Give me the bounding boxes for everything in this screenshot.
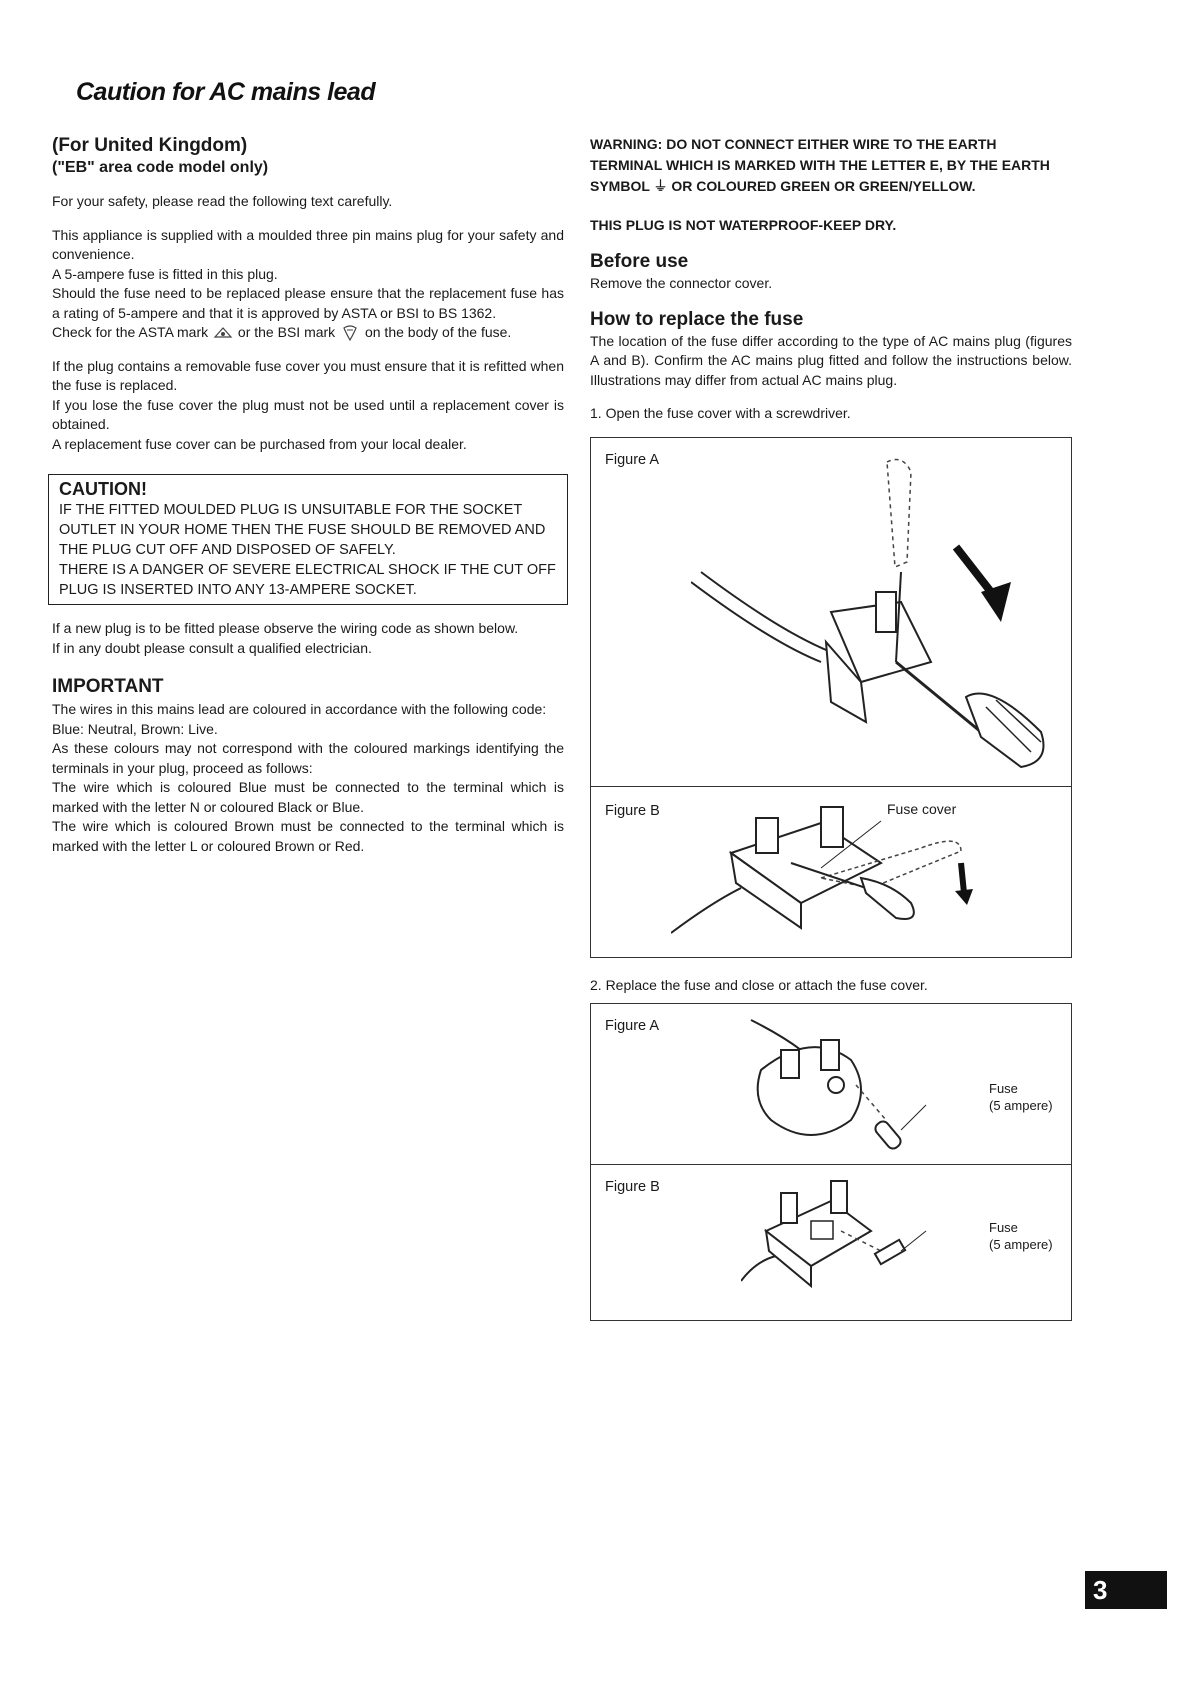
step1-figure-a (590, 437, 1072, 786)
step1-figure-b (590, 786, 1072, 958)
fuse-b-illustration (741, 1171, 981, 1316)
asta-mark-icon (212, 324, 238, 340)
page-title: Caution for AC mains lead (76, 78, 376, 106)
fuse-label-a: Fuse (989, 1081, 1018, 1096)
step2-figures (590, 1003, 1072, 1321)
page-number: 3 (1085, 1571, 1167, 1609)
earth-symbol-icon: ⏚ (653, 178, 668, 194)
fuse-rating-b: (5 ampere) (989, 1237, 1053, 1252)
fuse-rating-a: (5 ampere) (989, 1098, 1053, 1113)
earth-warning (590, 134, 1072, 197)
replace-fuse-text: The location of the fuse differ according to the type of AC mains plug (figures A and B). Confirm the AC mains plug fitted and follow the instructions below. Illustrations may differ from actual AC mains plug. (590, 332, 1072, 388)
consult-electrician-text: If in any doubt please consult a qualified electrician. (52, 639, 372, 656)
fuse-label-b: Fuse (989, 1220, 1018, 1235)
figure-a-label-2: Figure A (605, 1018, 659, 1034)
plug-open-illustration (691, 442, 1051, 782)
intro-text: For your safety, please read the following text carefully. (52, 193, 393, 209)
warning-text-a: WARNING: DO NOT CONNECT EITHER WIRE TO THE EARTH TERMINAL WHICH IS MARKED WITH THE LETTER E, BY THE EARTH SYMBOL (590, 136, 1050, 194)
caution-text-1: IF THE FITTED MOULDED PLUG IS UNSUITABLE FOR THE SOCKET OUTLET IN YOUR HOME THEN THE FUSE SHOULD BE REMOVED AND THE PLUG CUT OFF AND DISPOSED OF SAFELY. (59, 502, 546, 558)
replacement-cover-text: A replacement fuse cover can be purchased from your local dealer. (52, 435, 467, 452)
plug-b-illustration (671, 793, 1031, 953)
important-title: IMPORTANT (52, 676, 164, 697)
fuse-cover-text: If the plug contains a removable fuse cover you must ensure that it is refitted when the fuse is replaced. (52, 357, 564, 393)
uk-heading: (For United Kingdom) (52, 135, 248, 156)
new-plug-text: If a new plug is to be fitted please observe the wiring code as shown below. (52, 620, 519, 636)
wire-colour-text: The wires in this mains lead are coloured in accordance with the following code: (52, 701, 547, 717)
lost-cover-text: If you lose the fuse cover the plug must not be used until a replacement cover is obtained. (52, 396, 564, 432)
not-waterproof-text: THIS PLUG IS NOT WATERPROOF-KEEP DRY. (590, 217, 897, 233)
figure-a-label: Figure A (605, 452, 659, 468)
step2-figure-b (590, 1164, 1072, 1321)
wire-code-text: Blue: Neutral, Brown: Live. (52, 720, 218, 737)
fuse-fitted-text: A 5-ampere fuse is fitted in this plug. (52, 265, 278, 282)
asta-text-c: on the body of the fuse. (364, 324, 512, 340)
before-use-text: Remove the connector cover. (590, 275, 773, 291)
supply-text: This appliance is supplied with a moulded three pin mains plug for your safety and convenience. (52, 226, 564, 262)
blue-wire-text: The wire which is coloured Blue must be connected to the terminal which is marked with the letter N or coloured Black or Blue. (52, 779, 564, 815)
asta-text-b: or the BSI mark (237, 324, 336, 340)
step1-figures (590, 437, 1072, 958)
asta-mark-text (52, 323, 564, 343)
step-1: 1. Open the fuse cover with a screwdriver. (590, 405, 851, 421)
area-code-subheading: ("EB" area code model only) (52, 159, 269, 176)
caution-title: CAUTION! (59, 479, 147, 499)
figure-b-label-2: Figure B (605, 1179, 660, 1195)
right-column (590, 134, 1072, 1321)
brown-wire-text: The wire which is coloured Brown must be connected to the terminal which is marked with the letter L or coloured Brown or Red. (52, 818, 564, 854)
fuse-cover-label: Fuse cover (887, 801, 957, 817)
step-2: 2. Replace the fuse and close or attach the fuse cover. (590, 977, 928, 993)
step2-figure-a (590, 1003, 1072, 1164)
fuse-a-illustration (741, 1010, 981, 1160)
before-use-title: Before use (590, 251, 689, 272)
bsi-mark-icon (339, 324, 365, 340)
caution-box (48, 474, 568, 605)
left-column (52, 134, 564, 856)
figure-b-label: Figure B (605, 803, 660, 819)
replace-fuse-title: How to replace the fuse (590, 308, 804, 330)
warning-text-b: OR COLOURED GREEN OR GREEN/YELLOW. (671, 178, 976, 194)
colour-mismatch-text: As these colours may not correspond with the coloured markings identifying the terminals in your plug, proceed as follows: (52, 740, 564, 776)
fuse-replace-text: Should the fuse need to be replaced please ensure that the replacement fuse has a rating of 5-ampere and that it is approved by ASTA or BSI to BS 1362. (52, 285, 564, 321)
asta-text-a: Check for the ASTA mark (52, 324, 209, 340)
caution-text-2: THERE IS A DANGER OF SEVERE ELECTRICAL SHOCK IF THE CUT OFF PLUG IS INSERTED INTO ANY 13-AMPERE SOCKET. (59, 562, 556, 598)
